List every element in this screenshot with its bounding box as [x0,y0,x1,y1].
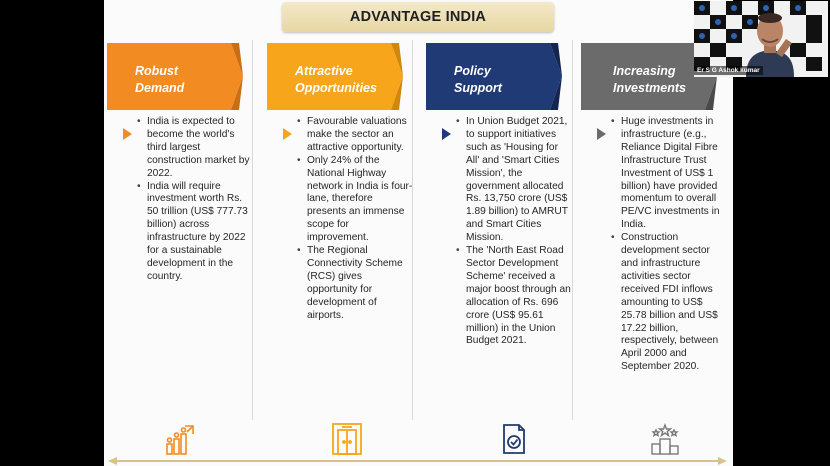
bullet-item: • Construction development sector and infrastructure activities sector received FDI inflows amounting to US$ 25.78 billion and US$ 17.22 billion, respectively, between April 2000 and September 2020. [621,232,727,374]
column-header-policy-support [426,43,562,110]
column-header-robust-demand [107,43,243,110]
column-body-policy-support [454,116,572,348]
participant-name-label: Er S G Ashok kumar [694,66,763,75]
bullet-item: • In Union Budget 2021, to support initiatives such as 'Housing for All' and 'Smart Cities Mission', the government allocated Rs. 13,750 crore (US$ 1.89 billion) to AMRUT and Smart Cities Mission. [466,116,572,245]
bullet-item: • Favourable valuations make the sector an attractive opportunity. [307,116,413,155]
column-heading-line2: Opportunities [295,81,377,95]
participant-video-tile[interactable] [694,1,828,77]
timeline-double-arrow [108,457,727,465]
open-door-icon [330,422,364,456]
policy-document-icon [497,422,531,456]
arrow-marker-icon [442,128,451,140]
column-body-attractive-opportunities [295,116,413,323]
column-heading-line1: Increasing [613,64,676,78]
column-body-increasing-investments [609,116,727,374]
bullet-item: • Huge investments in infrastructure (e.g., Reliance Digital Fibre Infrastructure Trust Investment of US$ 1 billion) have provided momentum to overall PE/VC investments in India. [621,116,727,232]
column-divider [572,40,573,420]
column-heading-line1: Attractive [295,64,353,78]
column-heading-line2: Demand [135,81,185,95]
column-body-robust-demand [135,116,253,284]
arrow-marker-icon [597,128,606,140]
arrow-marker-icon [123,128,132,140]
arrow-marker-icon [283,128,292,140]
bullet-item: • India will require investment worth Rs. 50 trillion (US$ 777.73 billion) across infrastructure by 2022 for a sustainable development in the country. [147,181,253,284]
column-heading-line1: Robust [135,64,179,78]
column-heading-line2: Investments [613,81,686,95]
column-header-attractive-opportunities [267,43,403,110]
column-heading-line1: Policy [454,64,491,78]
people-growth-icon [163,422,197,456]
slide-title: ADVANTAGE INDIA [349,9,487,25]
podium-stars-icon [648,422,682,456]
bullet-item: • The 'North East Road Sector Development Scheme' received a major boost through an allocation of Rs. 696 crore (US$ 95.61 million) in the Union Budget 2021. [466,245,572,348]
bullet-item: • The Regional Connectivity Scheme (RCS) gives opportunity for development of airports. [307,245,413,322]
bullet-item: • Only 24% of the National Highway network in India is four-lane, therefore presents an immense scope for improvement. [307,155,413,245]
bullet-item: • India is expected to become the world's third largest construction market by 2022. [147,116,253,181]
slide-title-banner [282,2,554,32]
column-heading-line2: Support [454,81,502,95]
presentation-slide [104,0,733,466]
